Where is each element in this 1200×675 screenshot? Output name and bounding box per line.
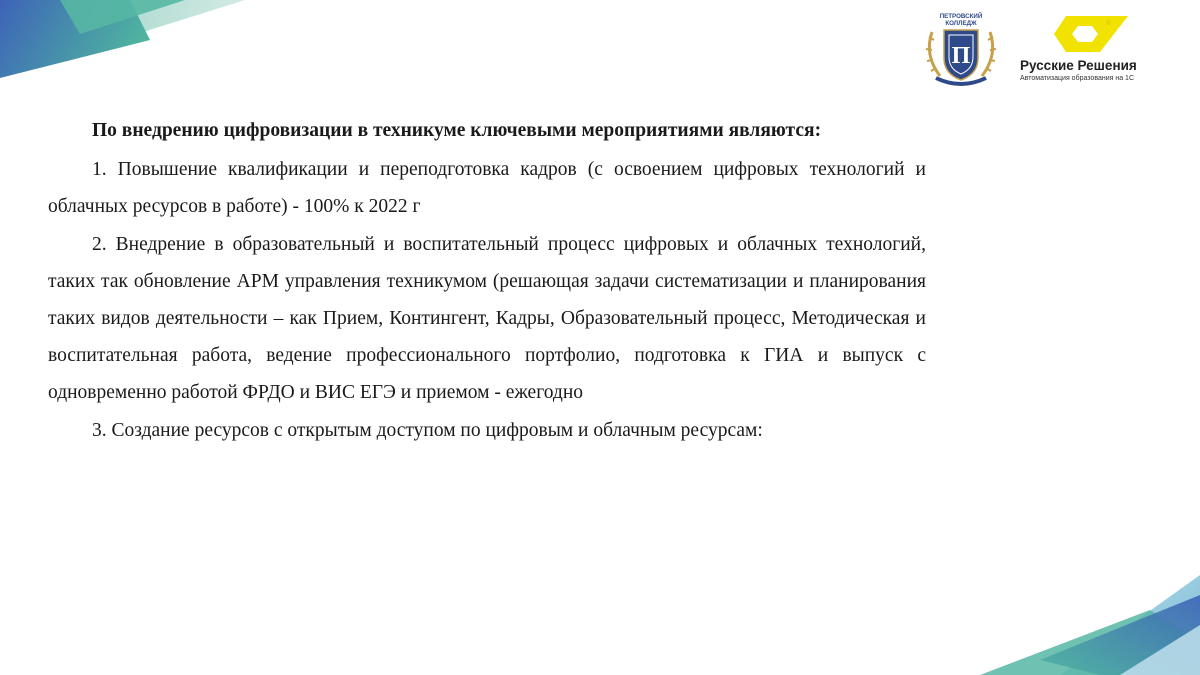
svg-text:П: П xyxy=(951,43,971,69)
svg-text:КОЛЛЕДЖ: КОЛЛЕДЖ xyxy=(945,20,977,27)
slide-body xyxy=(48,113,926,452)
list-item-1: 1. Повышение квалификации и переподготовка кадров (с освоением цифровых технологий и облачных ресурсов в работе) - 100% к 2022 г xyxy=(48,158,926,217)
list-item-3: 3. Создание ресурсов с открытым доступом по цифровым и облачным ресурсам: xyxy=(92,420,763,442)
registered-mark: ® xyxy=(1106,20,1112,27)
svg-text:ПЕТРОВСКИЙ: ПЕТРОВСКИЙ xyxy=(939,13,983,20)
russkie-resheniya-logo xyxy=(1016,12,1192,88)
rr-logo-name: Русские Решения xyxy=(1020,58,1137,73)
college-logo xyxy=(922,10,1000,90)
rr-logo-tagline: Автоматизация образования на 1С xyxy=(1020,75,1135,82)
slide-heading: По внедрению цифровизации в техникуме ключевыми мероприятиями являются: xyxy=(92,120,822,141)
yellow-hexagon-icon xyxy=(1052,12,1142,56)
list-item-2: 2. Внедрение в образовательный и воспитательный процесс цифровых и облачных технологий, таких так обновление АРМ управления техникумом (решающая задачи систематизации и планирования таких видов деятельности – как Прием, Контингент, Кадры, Образовательный процесс, Методическая и воспитательная работа, ведение профессионального портфолио, подготовка к ГИА и выпуск с одновременно работой ФРДО и ВИС ЕГЭ и приемом - ежегодно xyxy=(48,234,926,403)
